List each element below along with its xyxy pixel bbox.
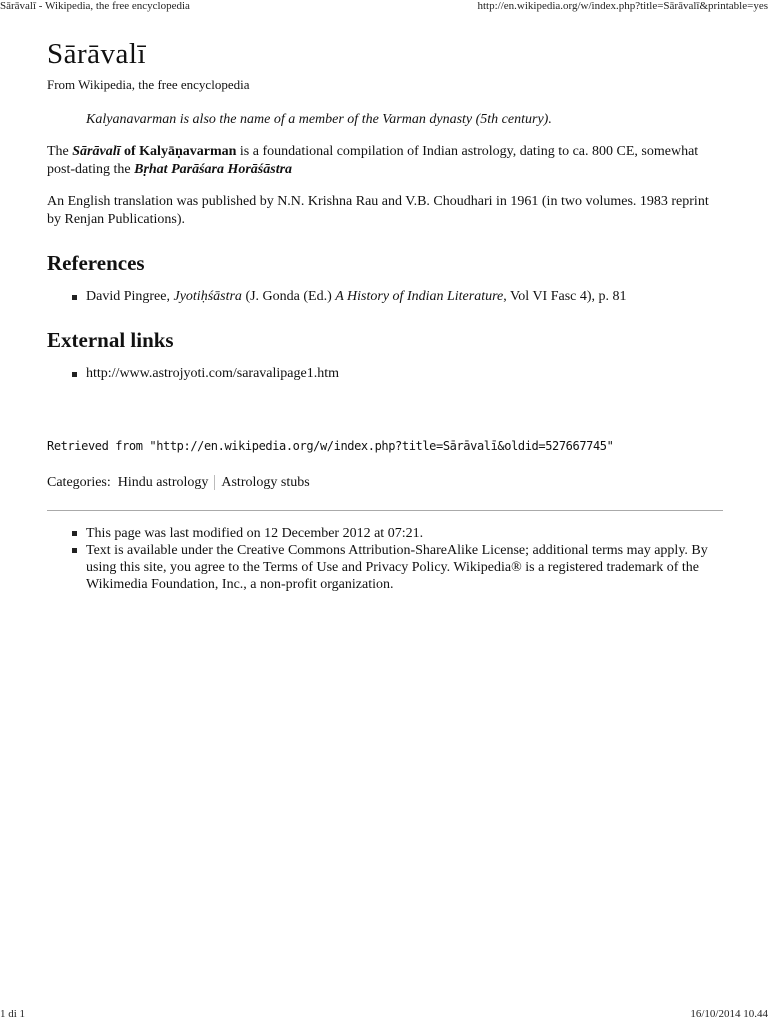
page-subtitle: From Wikipedia, the free encyclopedia — [47, 77, 250, 92]
ref-volume: , Vol VI Fasc 4), p. 81 — [503, 289, 627, 304]
ref-book-title: A History of Indian Literature — [335, 289, 504, 304]
category-separator — [214, 475, 215, 490]
print-footer — [0, 1008, 768, 1024]
categories-label: Categories: — [47, 475, 111, 490]
article-content — [47, 36, 723, 593]
brhat-link[interactable]: Bṛhat Parāśara Horāśāstra — [134, 162, 293, 177]
retrieved-from: Retrieved from "http://en.wikipedia.org/w/index.php?title=Sārāvalī&oldid=527667745" — [47, 439, 614, 453]
list-item — [47, 365, 723, 383]
footer-item-license — [47, 542, 723, 593]
external-link[interactable]: http://www.astrojyoti.com/saravalipage1.htm — [86, 366, 339, 381]
page-number: 1 di 1 — [0, 1008, 26, 1020]
bullet-icon — [72, 548, 77, 553]
intro-text-1: The — [47, 144, 73, 159]
category-link-astrology-stubs[interactable]: Astrology stubs — [221, 475, 310, 490]
print-header-url: http://en.wikipedia.org/w/index.php?title=Sārāvalī&printable=yes — [477, 0, 768, 12]
intro-paragraph — [47, 143, 723, 179]
ref-editor: (J. Gonda (Ed.) — [241, 289, 336, 304]
hatnote[interactable]: Kalyanavarman is also the name of a member of the Varman dynasty (5th century). — [86, 112, 552, 127]
list-item — [47, 288, 723, 306]
print-timestamp: 16/10/2014 10.44 — [690, 1008, 768, 1020]
translation-paragraph: An English translation was published by N.N. Krishna Rau and V.B. Choudhari in 1961 (in two volumes. 1983 reprint by Renjan Publications). — [47, 194, 709, 227]
bullet-icon — [72, 295, 77, 300]
print-header — [0, 0, 768, 16]
ref-jyotisastra[interactable]: Jyotiḥśāstra — [173, 289, 242, 304]
print-header-title: Sārāvalī - Wikipedia, the free encyclopedia — [0, 0, 190, 12]
ref-author: David Pingree, — [86, 289, 174, 304]
intro-of: of — [120, 144, 140, 159]
intro-text-2: is a foundational compilation of Indian astrology, dating to ca. 800 CE, somewhat post-dating the — [47, 144, 699, 177]
last-modified-text: This page was last modified on 12 December 2012 at 07:21. — [86, 526, 424, 541]
saravali-term: Sārāvalī — [72, 144, 121, 159]
bullet-icon — [72, 372, 77, 377]
divider — [47, 510, 723, 511]
page-title: Sārāvalī — [47, 38, 147, 70]
license-text: Text is available under the Creative Commons Attribution-ShareAlike License; additional terms may apply. By using this site, you agree to the Terms of Use and Privacy Policy. Wikipedia® is a registered trademark of the Wikimedia Foundation, Inc., a non-profit organization. — [86, 543, 708, 592]
kalyanavarman-term: Kalyāṇavarman — [139, 144, 237, 159]
references-heading: References — [47, 251, 145, 275]
external-links-heading: External links — [47, 328, 174, 352]
external-links-list — [47, 365, 723, 383]
category-link-hindu-astrology[interactable]: Hindu astrology — [117, 475, 209, 490]
footer-list — [47, 525, 723, 593]
footer-item-last-modified — [47, 525, 723, 542]
categories-bar — [47, 474, 723, 492]
bullet-icon — [72, 531, 77, 536]
references-list — [47, 288, 723, 306]
